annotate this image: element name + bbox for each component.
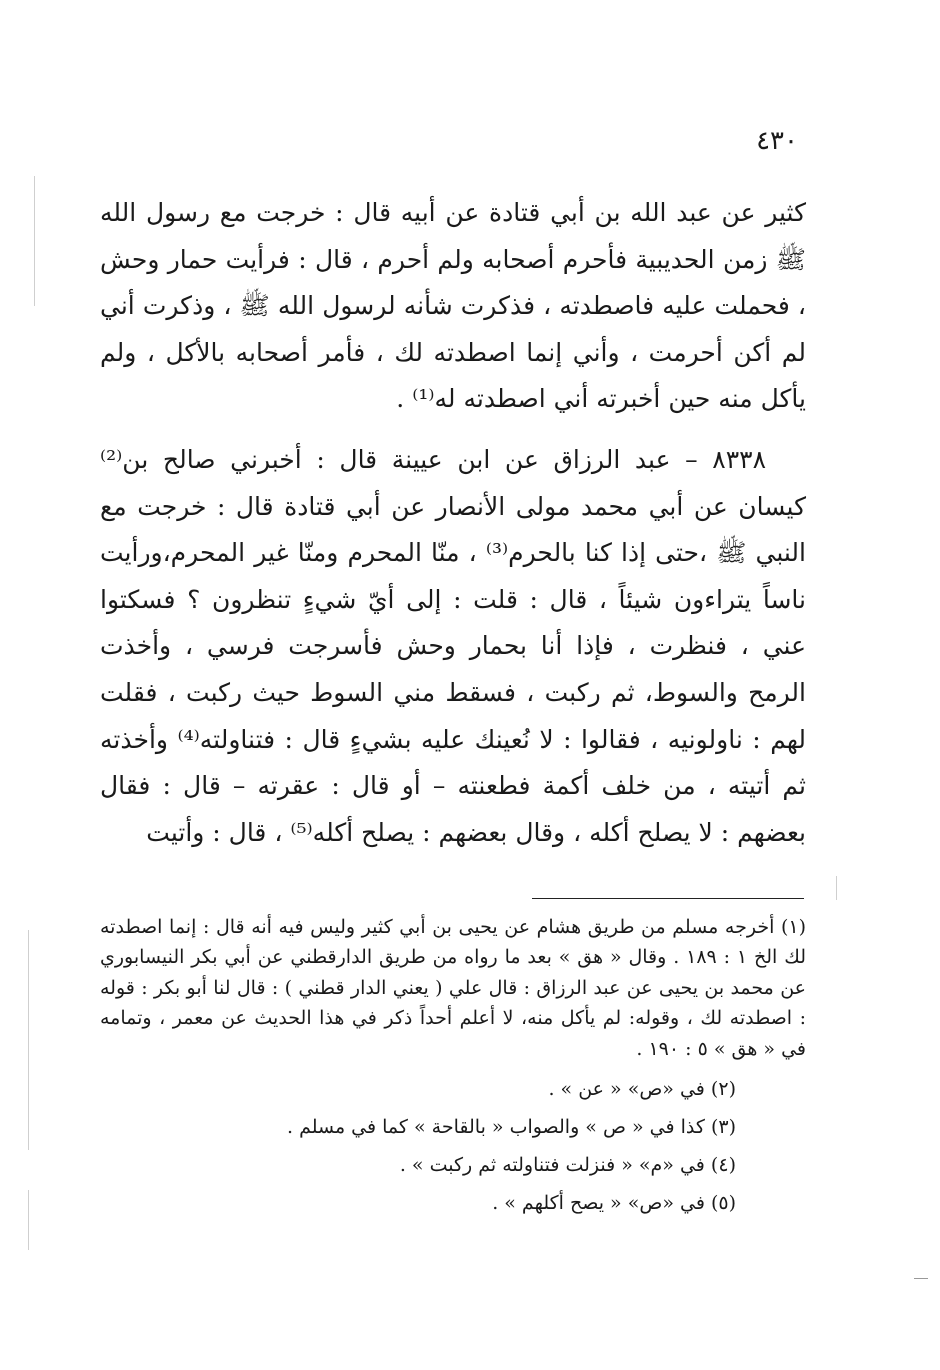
- scan-edge-line: [34, 176, 35, 306]
- footnote-divider: [532, 898, 804, 899]
- footnote-4: (٤) في «م» « فنزلت فتناولته ثم ركبت » .: [399, 1154, 736, 1177]
- footnotes: [100, 912, 806, 1222]
- scan-edge-line: [28, 930, 29, 1150]
- main-text: [100, 190, 806, 856]
- footnote-1: (١) أخرجه مسلم من طريق هشام عن يحيى بن أبي كثير وليس فيه أنه قال : إنما اصطدته لك الخ ١ : ١٨٩ . وقال « هق » بعد ما رواه من طريق الدارقطني عن أبي بكر النيسابوري عن محمد بن يحيى عن عبد الرزاق : قال علي ( يعني الدار قطني ) : قال لنا أبو بكر : قوله : اصطدته لك ، وقوله: لم يأكل منه، لا أعلم أحداً ذكر في هذا الحديث عن معمر ، وتمامه في « هق » ٥ : ١٩٠ .: [100, 916, 806, 1060]
- scan-edge-line: [28, 1190, 29, 1250]
- margin-dash: [914, 1278, 928, 1279]
- footnote-2: (٢) في «ص» « عن » .: [548, 1078, 736, 1101]
- footnote-5: (٥) في «ص» « يصح أكلهم » .: [492, 1192, 736, 1215]
- page-number: ٤٣٠: [756, 126, 798, 156]
- hadith-8338: ٨٣٣٨ – عبد الرزاق عن ابن عيينة قال : أخبرني صالح بن⁽²⁾ كيسان عن أبي محمد مولى الأنصار عن أبي قتادة قال : خرجت مع النبي ﷺ ،حتى إذا كنا بالحرم⁽³⁾ ، منّا المحرم ومنّا غير المحرم،ورأيت ناساً يتراءون شيئاً ، قال : قلت : إلى أيّ شيءٍ تنظرون ؟ فسكتوا عني ، فنظرت ، فإذا أنا بحمار وحش فأسرجت فرسي ، وأخذت الرمح والسوط، ثم ركبت ، فسقط مني السوط حيث ركبت ، فقلت لهم : ناولونيه ، فقالوا : لا نُعينك عليه بشيءٍ قال : فتناولته⁽⁴⁾ وأخذته ثم أتيته ، من خلف أكمة فطعنته – أو قال : عقرته – قال : فقال بعضهم : لا يصلح أكله ، وقال بعضهم : يصلح أكله⁽⁵⁾ ، قال : وأتيت: [100, 444, 806, 847]
- continuation-paragraph: كثير عن عبد الله بن أبي قتادة عن أبيه قال : خرجت مع رسول الله ﷺ زمن الحديبية فأحرم أصحابه ولم أحرم ، قال : فرأيت حمار وحش ، فحملت عليه فاصطدته ، فذكرت شأنه لرسول الله ﷺ ، وذكرت أني لم أكن أحرمت ، وأني إنما اصطدته لك ، فأمر أصحابه بالأكل ، ولم يأكل منه حين أخبرته أني اصطدته له⁽¹⁾ .: [100, 198, 806, 414]
- scan-edge-line: [836, 876, 837, 900]
- footnote-3: (٣) كذا في « ص » والصواب « بالقاحة » كما في مسلم .: [287, 1116, 736, 1139]
